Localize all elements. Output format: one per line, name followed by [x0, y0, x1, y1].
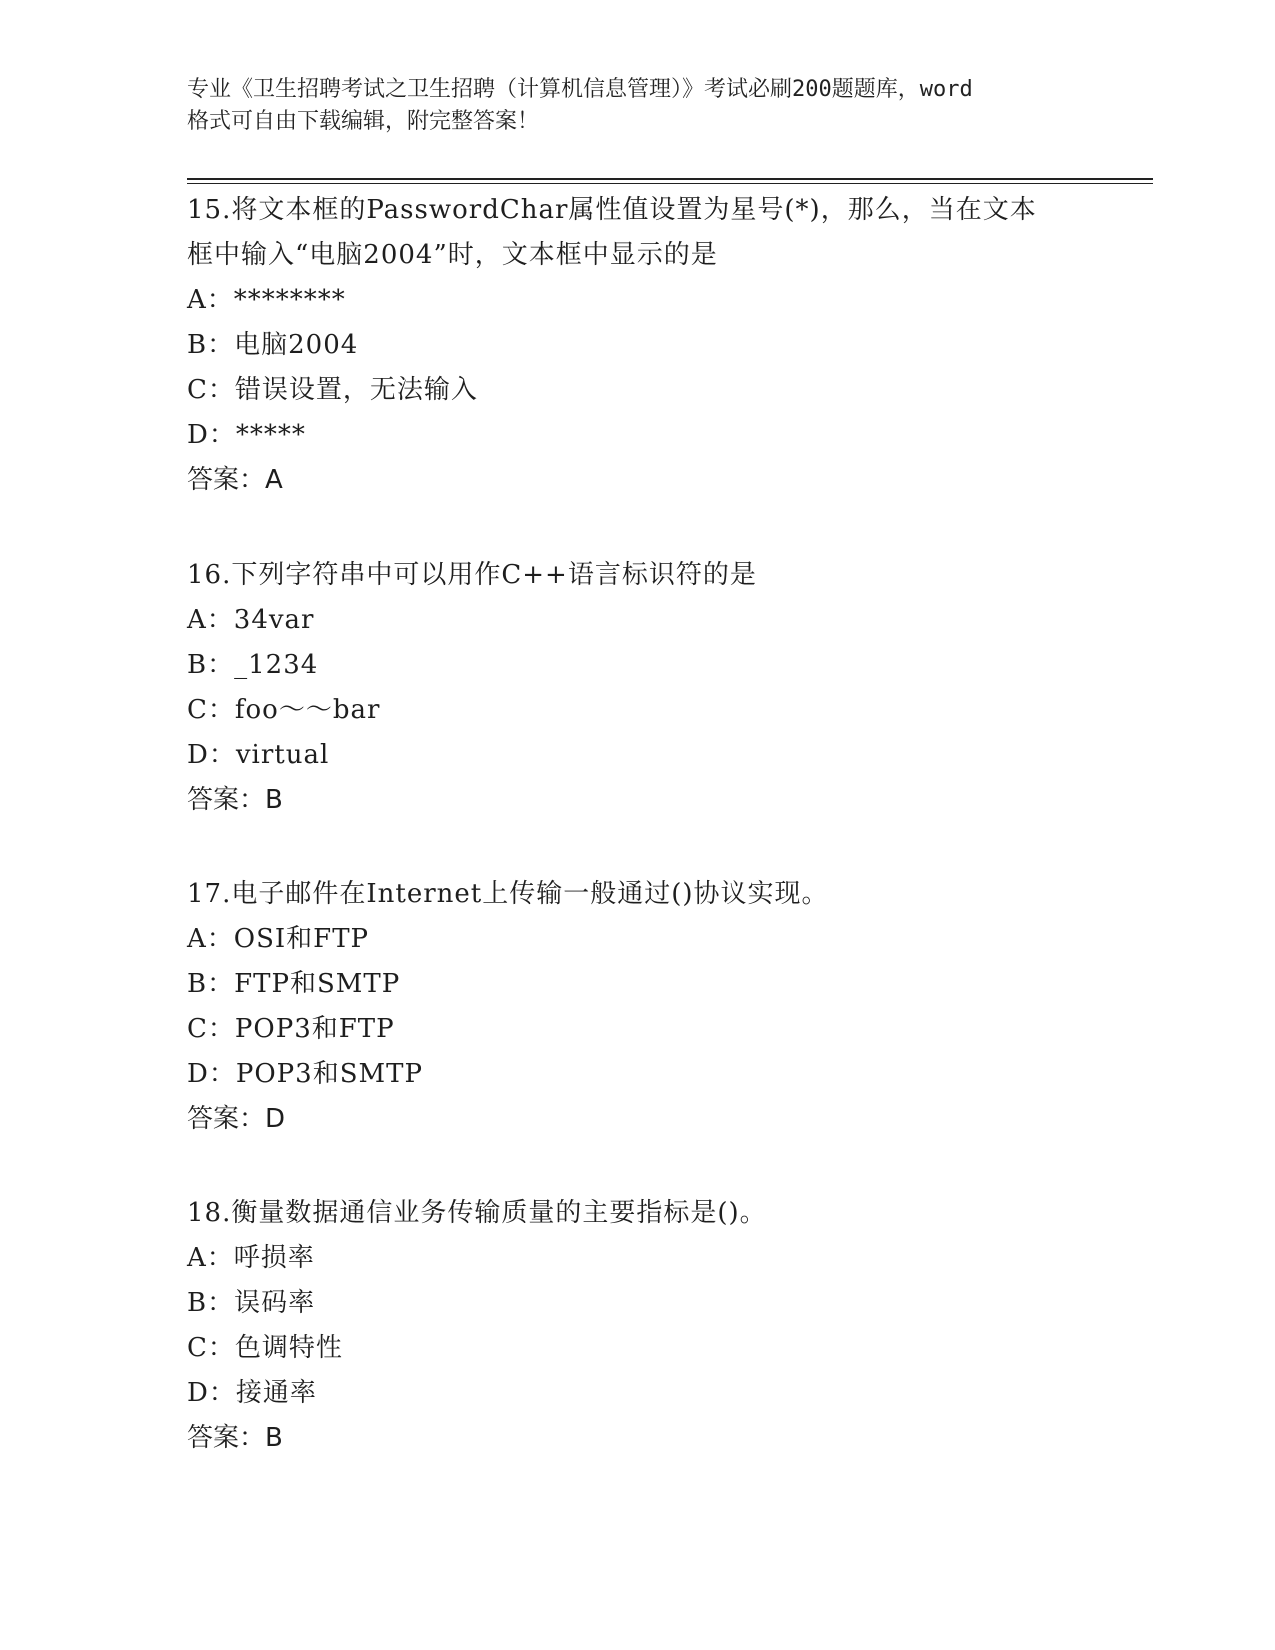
option-label: A： — [187, 924, 234, 954]
option-b — [187, 962, 1087, 1007]
option-text: OSI和FTP — [233, 924, 370, 954]
option-b — [187, 643, 1087, 688]
option-b — [187, 323, 1087, 368]
option-c — [187, 1007, 1087, 1052]
option-label: C： — [187, 1333, 235, 1363]
option-label: C： — [187, 1014, 235, 1044]
option-a — [187, 917, 1087, 962]
header-divider-top — [187, 178, 1153, 180]
option-label: D： — [187, 1059, 236, 1089]
option-text: 电脑2004 — [234, 330, 359, 360]
option-label: A： — [187, 285, 234, 315]
answer-line: 答案：B — [187, 1423, 283, 1453]
option-b — [187, 1281, 1087, 1326]
option-text: 接通率 — [235, 1378, 317, 1408]
document-header — [187, 74, 1087, 138]
question-17 — [187, 872, 1087, 1142]
option-label: D： — [187, 1378, 236, 1408]
option-c — [187, 688, 1087, 733]
question-stem-line: 18.衡量数据通信业务传输质量的主要指标是()。 — [187, 1198, 767, 1228]
option-label: B： — [187, 1288, 235, 1318]
option-text: ***** — [235, 420, 306, 450]
option-c — [187, 1326, 1087, 1371]
option-text: 呼损率 — [233, 1243, 315, 1273]
question-16 — [187, 553, 1087, 823]
option-a — [187, 278, 1087, 323]
option-label: D： — [187, 740, 236, 770]
option-text: POP3和FTP — [234, 1014, 395, 1044]
option-a — [187, 598, 1087, 643]
option-d — [187, 1052, 1087, 1097]
option-a — [187, 1236, 1087, 1281]
question-stem-line: 15.将文本框的PasswordChar属性值设置为星号(*)，那么，当在文本 — [187, 195, 1037, 225]
option-text: 误码率 — [234, 1288, 316, 1318]
header-line-1: 专业《卫生招聘考试之卫生招聘（计算机信息管理）》考试必刷200题题库，word — [187, 77, 973, 102]
option-label: C： — [187, 375, 235, 405]
question-stem-line: 16.下列字符串中可以用作C++语言标识符的是 — [187, 560, 757, 590]
header-line-2: 格式可自由下载编辑，附完整答案！ — [187, 109, 540, 134]
question-stem-line: 17.电子邮件在Internet上传输一般通过()协议实现。 — [187, 879, 829, 909]
option-text: 色调特性 — [234, 1333, 343, 1363]
header-divider-bottom — [187, 183, 1153, 184]
option-label: A： — [187, 1243, 234, 1273]
question-15 — [187, 188, 1087, 503]
option-text: 34var — [233, 605, 315, 635]
option-label: B： — [187, 969, 235, 999]
option-text: foo～～bar — [234, 695, 381, 725]
option-d — [187, 1371, 1087, 1416]
option-d — [187, 413, 1087, 458]
answer-line: 答案：B — [187, 785, 283, 815]
option-text: POP3和SMTP — [235, 1059, 423, 1089]
option-label: B： — [187, 650, 235, 680]
question-stem-line: 框中输入“电脑2004”时，文本框中显示的是 — [187, 240, 718, 270]
option-label: C： — [187, 695, 235, 725]
option-text: _1234 — [234, 650, 319, 680]
option-text: FTP和SMTP — [234, 969, 401, 999]
answer-line: 答案：D — [187, 1104, 286, 1134]
option-d — [187, 733, 1087, 778]
option-label: B： — [187, 330, 235, 360]
option-text: ******** — [233, 285, 346, 315]
option-label: A： — [187, 605, 234, 635]
answer-line: 答案：A — [187, 465, 283, 495]
question-18 — [187, 1191, 1087, 1461]
option-c — [187, 368, 1087, 413]
option-text: virtual — [235, 740, 330, 770]
option-text: 错误设置，无法输入 — [234, 375, 478, 405]
option-label: D： — [187, 420, 236, 450]
